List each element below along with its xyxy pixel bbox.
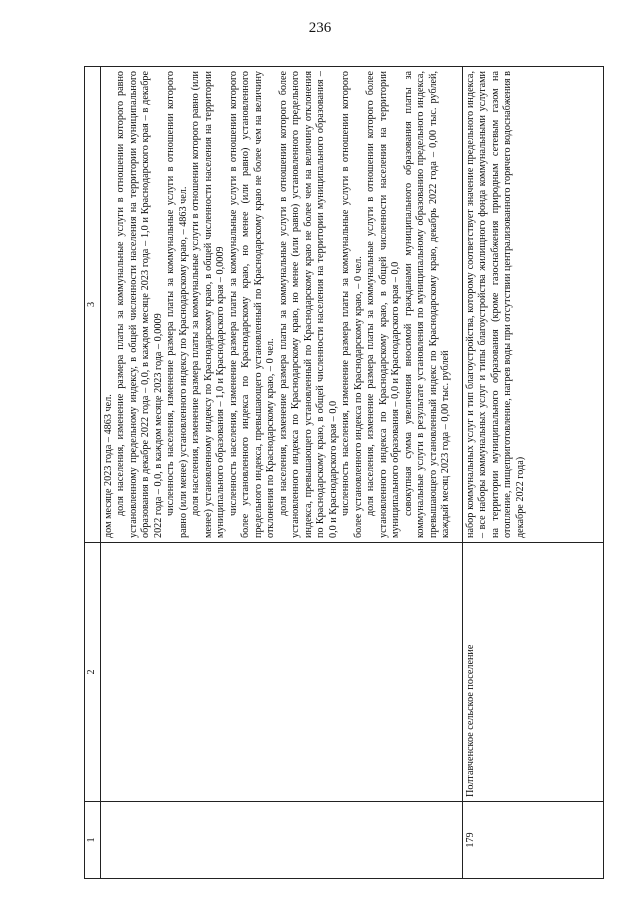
paragraph: совокупная сумма увеличения вносимой гражданами муниципального образования платы за коммунальные услуги в результате установления по муниципальному образованию предельного индекса, превышающего установленный индекс по Краснодарскому краю, декабрь 2022 года – 0,00 тыс. рублей, каждый месяц 2023 года – 0,00 тыс. рублей <box>402 71 451 538</box>
paragraph: численность населения, изменение размера платы за коммунальные услуги в отношении которого равно (или менее) установленного индексу по Краснодарскому краю, – 4863 чел. <box>165 71 189 538</box>
table-header-row <box>85 67 101 879</box>
header-col-2: 2 <box>85 543 101 802</box>
cont-settlement-cell <box>100 543 462 802</box>
paragraph: численность населения, изменение размера платы за коммунальные услуги в отношении которого более установленного индекса по Краснодарскому краю, но менее (или равно) установленного предельного индекса, превышающего установленный по Краснодарскому краю не более чем на величину отклонения по Краснодарскому краю, – 0 чел. <box>227 71 276 538</box>
paragraph: доля населения, изменение размера платы за коммунальные услуги в отношении которого более установленного индекса по Краснодарскому краю, но менее (или равно) установленного предельного индекса, превышающего установленный по Краснодарскому краю не более чем на величину отклонения по Краснодарскому краю, в общей численности населения на территории муниципального образования – 0,0 и Краснодарского края – 0,0 <box>277 71 339 538</box>
paragraph: набор коммунальных услуг и тип благоустройства, которому соответствует значение предельного индекса, – все наборы коммунальных услуг и типы благоустройства жилищного фонда коммунальными услугами на территории муниципального образования (кроме газоснабжения природным сетевым газом на отопление, пищеприготовление, нагрев воды при отсутствии централизованного горячего водоснабжения в декабре 2022 года) <box>464 71 526 538</box>
row-text-cell <box>462 67 604 543</box>
cont-number-cell <box>100 802 462 879</box>
cont-text-cell <box>100 67 462 543</box>
settlement-name-cell: Полтавченское сельское поселение <box>462 543 604 802</box>
table-row-continuation <box>100 67 462 879</box>
paragraph: доля населения, изменение размера платы за коммунальные услуги в отношении которого более установленного индекса по Краснодарскому краю, в общей численности населения на территории муниципального образования – 0,0 и Краснодарского края – 0,0 <box>365 71 401 538</box>
paragraph: доля населения, изменение размера платы за коммунальные услуги в отношении которого равно установленному предельному индексу, в общей численности населения на территории муниципального образования в декабре 2022 года – 0,0, в каждом месяце 2023 года – 1,0 и Краснодарского края – в декабре 2022 года – 0,0, в каждом месяце 2023 года – 0,0009 <box>115 71 164 538</box>
header-col-1: 1 <box>85 802 101 879</box>
table-row-179 <box>462 67 604 879</box>
header-col-3: 3 <box>85 67 101 543</box>
paragraph: дом месяце 2023 года – 4863 чел. <box>102 394 114 538</box>
paragraph: доля населения, изменение размера платы за коммунальные услуги в отношении которого равно (или менее) установленному индексу по Краснодарскому краю, в общей численности населения на территории муниципального образования – 1,0 и Краснодарского края – 0,0009 <box>190 71 226 538</box>
paragraph: численность населения, изменение размера платы за коммунальные услуги в отношении которого более установленного индекса по Краснодарскому краю, – 0 чел. <box>340 71 364 538</box>
data-table <box>84 66 604 879</box>
rotated-table-wrapper <box>84 66 604 879</box>
page-number: 236 <box>308 20 332 36</box>
row-number-cell: 179 <box>462 802 604 879</box>
